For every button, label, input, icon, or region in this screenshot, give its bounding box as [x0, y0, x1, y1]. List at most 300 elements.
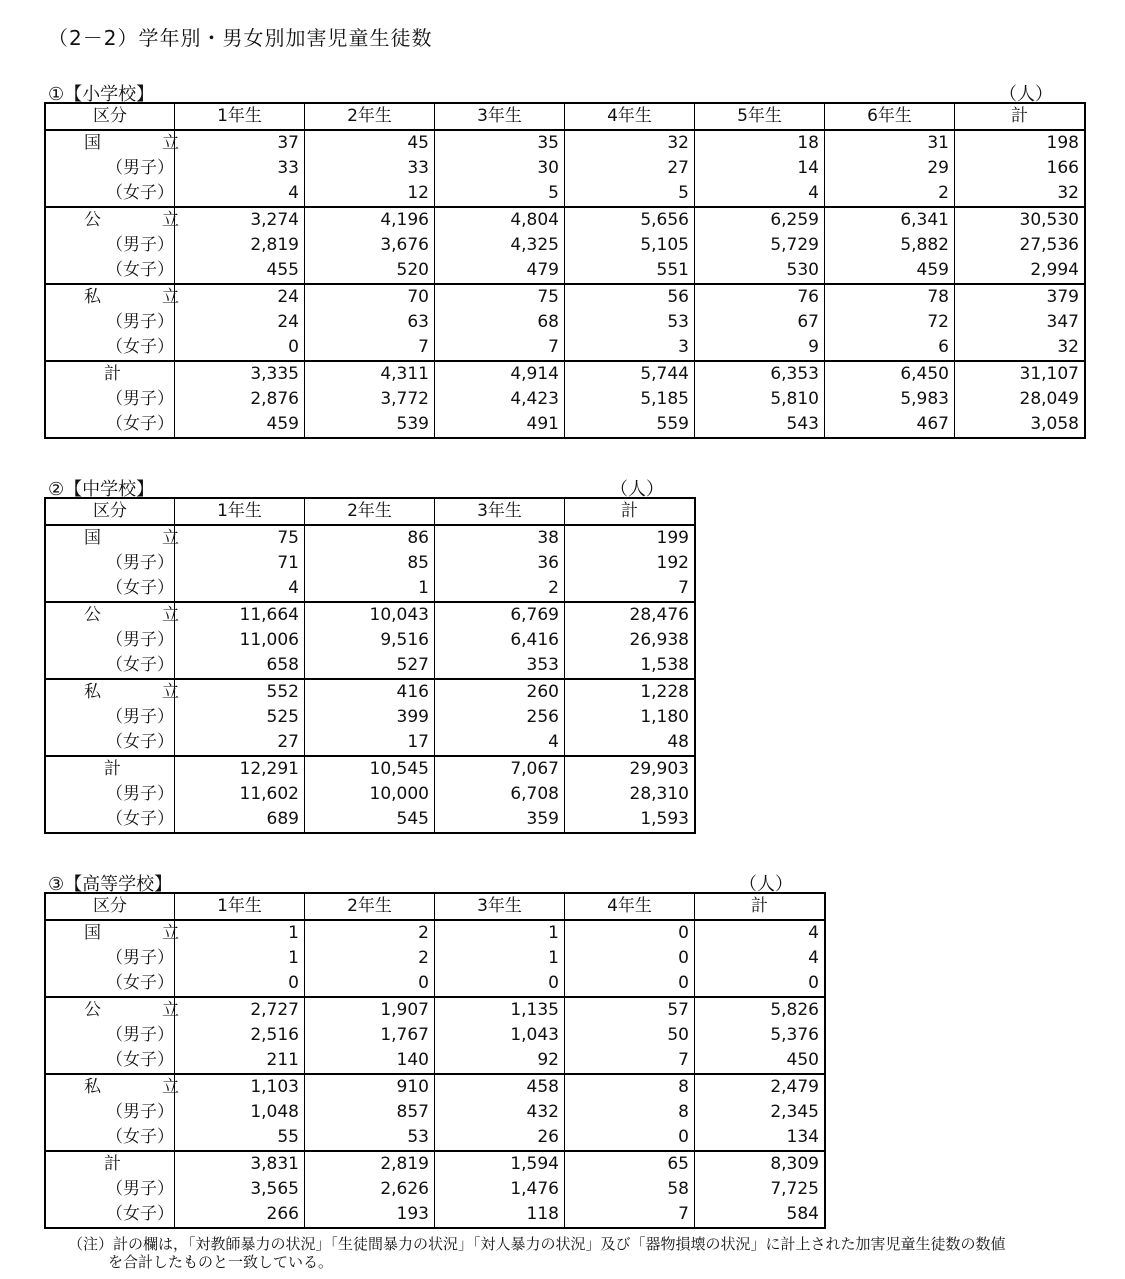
footnote — [68, 1235, 1006, 1271]
column-header: 2年生 — [305, 498, 435, 525]
value-cell: 1,476 — [435, 1177, 565, 1202]
row-label: （男子） — [45, 1177, 175, 1202]
value-cell: 0 — [565, 1125, 695, 1151]
value-cell: 198 — [955, 130, 1086, 156]
value-cell: 4,311 — [305, 361, 435, 387]
value-cell: 1 — [305, 576, 435, 602]
value-cell: 86 — [305, 525, 435, 551]
value-cell: 432 — [435, 1100, 565, 1125]
value-cell: 2,819 — [175, 233, 305, 258]
value-cell: 192 — [565, 551, 696, 576]
value-cell: 53 — [565, 310, 695, 335]
value-cell: 4 — [695, 920, 826, 946]
value-cell: 7 — [565, 576, 696, 602]
elementary-school-section — [44, 80, 1086, 439]
value-cell: 0 — [565, 971, 695, 997]
value-cell: 72 — [825, 310, 955, 335]
value-cell: 5,882 — [825, 233, 955, 258]
subgroup-row — [45, 1177, 825, 1202]
value-cell: 6,416 — [435, 628, 565, 653]
section-title: ③【高等学校】 — [48, 874, 173, 895]
value-cell: 33 — [175, 156, 305, 181]
column-header: 4年生 — [565, 103, 695, 130]
subgroup-row — [45, 782, 695, 807]
value-cell: 260 — [435, 679, 565, 705]
value-cell: 55 — [175, 1125, 305, 1151]
value-cell: 0 — [565, 946, 695, 971]
value-cell: 5,983 — [825, 387, 955, 412]
section-header — [44, 80, 1086, 105]
value-cell: 5,729 — [695, 233, 825, 258]
value-cell: 140 — [305, 1048, 435, 1074]
value-cell: 75 — [175, 525, 305, 551]
value-cell: 35 — [435, 130, 565, 156]
subgroup-row — [45, 1100, 825, 1125]
value-cell: 3,565 — [175, 1177, 305, 1202]
subgroup-row — [45, 653, 695, 679]
value-cell: 4 — [695, 181, 825, 207]
row-label: （女子） — [45, 971, 175, 997]
value-cell: 33 — [305, 156, 435, 181]
subgroup-row — [45, 181, 1085, 207]
value-cell: 9,516 — [305, 628, 435, 653]
value-cell: 2,516 — [175, 1023, 305, 1048]
elementary-school-table — [44, 102, 1086, 439]
value-cell: 31 — [825, 130, 955, 156]
value-cell: 5,376 — [695, 1023, 826, 1048]
row-label: （男子） — [45, 551, 175, 576]
value-cell: 527 — [305, 653, 435, 679]
value-cell: 552 — [175, 679, 305, 705]
row-label: （男子） — [45, 1100, 175, 1125]
value-cell: 2 — [825, 181, 955, 207]
value-cell: 4,804 — [435, 207, 565, 233]
value-cell: 57 — [565, 997, 695, 1023]
value-cell: 0 — [305, 971, 435, 997]
value-cell: 4 — [435, 730, 565, 756]
subgroup-row — [45, 971, 825, 997]
unit-label: （人） — [739, 874, 793, 895]
column-header: 区分 — [45, 893, 175, 920]
row-label: （男子） — [45, 946, 175, 971]
row-label: 国 立 — [45, 920, 175, 946]
value-cell: 38 — [435, 525, 565, 551]
value-cell: 26,938 — [565, 628, 696, 653]
row-label: （女子） — [45, 576, 175, 602]
value-cell: 32 — [955, 335, 1086, 361]
value-cell: 455 — [175, 258, 305, 284]
value-cell: 6,708 — [435, 782, 565, 807]
value-cell: 5,105 — [565, 233, 695, 258]
column-header: 区分 — [45, 103, 175, 130]
unit-label: （人） — [610, 479, 664, 500]
value-cell: 68 — [435, 310, 565, 335]
value-cell: 11,664 — [175, 602, 305, 628]
value-cell: 658 — [175, 653, 305, 679]
value-cell: 48 — [565, 730, 696, 756]
column-header: 区分 — [45, 498, 175, 525]
value-cell: 525 — [175, 705, 305, 730]
value-cell: 559 — [565, 412, 695, 438]
value-cell: 416 — [305, 679, 435, 705]
value-cell: 10,043 — [305, 602, 435, 628]
row-label: （男子） — [45, 233, 175, 258]
value-cell: 2,479 — [695, 1074, 826, 1100]
value-cell: 26 — [435, 1125, 565, 1151]
value-cell: 543 — [695, 412, 825, 438]
value-cell: 166 — [955, 156, 1086, 181]
value-cell: 459 — [175, 412, 305, 438]
value-cell: 4 — [175, 181, 305, 207]
unit-label: （人） — [999, 84, 1053, 105]
row-label: 私 立 — [45, 284, 175, 310]
value-cell: 7 — [305, 335, 435, 361]
column-header: 2年生 — [305, 893, 435, 920]
column-header: 2年生 — [305, 103, 435, 130]
row-label: （女子） — [45, 807, 175, 833]
value-cell: 28,476 — [565, 602, 696, 628]
row-label: 公 立 — [45, 997, 175, 1023]
value-cell: 75 — [435, 284, 565, 310]
section-title: ①【小学校】 — [48, 84, 155, 105]
value-cell: 45 — [305, 130, 435, 156]
value-cell: 4,914 — [435, 361, 565, 387]
value-cell: 118 — [435, 1202, 565, 1228]
value-cell: 7,067 — [435, 756, 565, 782]
value-cell: 27 — [565, 156, 695, 181]
column-header: 1年生 — [175, 893, 305, 920]
column-header: 3年生 — [435, 893, 565, 920]
row-label: （男子） — [45, 1023, 175, 1048]
row-label: （男子） — [45, 705, 175, 730]
value-cell: 76 — [695, 284, 825, 310]
value-cell: 2 — [435, 576, 565, 602]
value-cell: 30 — [435, 156, 565, 181]
value-cell: 584 — [695, 1202, 826, 1228]
row-label: （女子） — [45, 412, 175, 438]
value-cell: 65 — [565, 1151, 695, 1177]
value-cell: 27 — [175, 730, 305, 756]
value-cell: 11,602 — [175, 782, 305, 807]
column-header: 計 — [565, 498, 696, 525]
group-row — [45, 361, 1085, 387]
value-cell: 1,043 — [435, 1023, 565, 1048]
value-cell: 5 — [435, 181, 565, 207]
value-cell: 0 — [695, 971, 826, 997]
value-cell: 134 — [695, 1125, 826, 1151]
subgroup-row — [45, 628, 695, 653]
subgroup-row — [45, 1202, 825, 1228]
value-cell: 491 — [435, 412, 565, 438]
value-cell: 467 — [825, 412, 955, 438]
value-cell: 5,656 — [565, 207, 695, 233]
subgroup-row — [45, 551, 695, 576]
row-label: （女子） — [45, 730, 175, 756]
value-cell: 2 — [305, 946, 435, 971]
value-cell: 6,259 — [695, 207, 825, 233]
value-cell: 3,335 — [175, 361, 305, 387]
value-cell: 530 — [695, 258, 825, 284]
value-cell: 53 — [305, 1125, 435, 1151]
high-school-table — [44, 892, 826, 1229]
value-cell: 1 — [435, 920, 565, 946]
row-label: 公 立 — [45, 207, 175, 233]
value-cell: 3,676 — [305, 233, 435, 258]
group-row — [45, 997, 825, 1023]
value-cell: 7 — [565, 1202, 695, 1228]
value-cell: 8 — [565, 1074, 695, 1100]
value-cell: 36 — [435, 551, 565, 576]
value-cell: 24 — [175, 284, 305, 310]
subgroup-row — [45, 258, 1085, 284]
value-cell: 92 — [435, 1048, 565, 1074]
header-row — [45, 893, 825, 920]
value-cell: 27,536 — [955, 233, 1086, 258]
row-label: （女子） — [45, 335, 175, 361]
column-header: 4年生 — [565, 893, 695, 920]
value-cell: 359 — [435, 807, 565, 833]
value-cell: 5,744 — [565, 361, 695, 387]
value-cell: 4,196 — [305, 207, 435, 233]
group-row — [45, 920, 825, 946]
value-cell: 2,626 — [305, 1177, 435, 1202]
section-header — [44, 870, 826, 895]
page-title: （2－2）学年別・男女別加害児童生徒数 — [48, 26, 433, 50]
value-cell: 5,810 — [695, 387, 825, 412]
row-label: （女子） — [45, 258, 175, 284]
subgroup-row — [45, 156, 1085, 181]
subgroup-row — [45, 1023, 825, 1048]
subgroup-row — [45, 730, 695, 756]
row-label: （女子） — [45, 181, 175, 207]
value-cell: 0 — [435, 971, 565, 997]
value-cell: 29,903 — [565, 756, 696, 782]
value-cell: 10,545 — [305, 756, 435, 782]
value-cell: 5,185 — [565, 387, 695, 412]
row-label: （男子） — [45, 156, 175, 181]
value-cell: 520 — [305, 258, 435, 284]
value-cell: 1,103 — [175, 1074, 305, 1100]
value-cell: 18 — [695, 130, 825, 156]
subgroup-row — [45, 310, 1085, 335]
value-cell: 58 — [565, 1177, 695, 1202]
value-cell: 31,107 — [955, 361, 1086, 387]
value-cell: 1,180 — [565, 705, 696, 730]
value-cell: 0 — [565, 920, 695, 946]
subgroup-row — [45, 387, 1085, 412]
value-cell: 5,826 — [695, 997, 826, 1023]
value-cell: 857 — [305, 1100, 435, 1125]
row-label: 私 立 — [45, 1074, 175, 1100]
value-cell: 3 — [565, 335, 695, 361]
value-cell: 2,994 — [955, 258, 1086, 284]
group-row — [45, 207, 1085, 233]
group-row — [45, 1151, 825, 1177]
column-header: 3年生 — [435, 103, 565, 130]
row-label: 計 — [45, 1151, 175, 1177]
value-cell: 5 — [565, 181, 695, 207]
value-cell: 1,767 — [305, 1023, 435, 1048]
value-cell: 379 — [955, 284, 1086, 310]
value-cell: 1,907 — [305, 997, 435, 1023]
row-label: （男子） — [45, 310, 175, 335]
value-cell: 266 — [175, 1202, 305, 1228]
value-cell: 2,876 — [175, 387, 305, 412]
value-cell: 4 — [695, 946, 826, 971]
value-cell: 63 — [305, 310, 435, 335]
subgroup-row — [45, 807, 695, 833]
value-cell: 6,769 — [435, 602, 565, 628]
value-cell: 50 — [565, 1023, 695, 1048]
value-cell: 689 — [175, 807, 305, 833]
value-cell: 7 — [435, 335, 565, 361]
value-cell: 211 — [175, 1048, 305, 1074]
value-cell: 1 — [435, 946, 565, 971]
value-cell: 0 — [175, 335, 305, 361]
high-school-section — [44, 870, 826, 1229]
subgroup-row — [45, 576, 695, 602]
value-cell: 12,291 — [175, 756, 305, 782]
value-cell: 2,345 — [695, 1100, 826, 1125]
value-cell: 6 — [825, 335, 955, 361]
value-cell: 353 — [435, 653, 565, 679]
row-label: 国 立 — [45, 130, 175, 156]
column-header: 1年生 — [175, 498, 305, 525]
value-cell: 30,530 — [955, 207, 1086, 233]
value-cell: 458 — [435, 1074, 565, 1100]
value-cell: 2,727 — [175, 997, 305, 1023]
value-cell: 3,058 — [955, 412, 1086, 438]
value-cell: 37 — [175, 130, 305, 156]
value-cell: 910 — [305, 1074, 435, 1100]
subgroup-row — [45, 335, 1085, 361]
value-cell: 17 — [305, 730, 435, 756]
value-cell: 10,000 — [305, 782, 435, 807]
value-cell: 67 — [695, 310, 825, 335]
value-cell: 3,831 — [175, 1151, 305, 1177]
value-cell: 256 — [435, 705, 565, 730]
subgroup-row — [45, 233, 1085, 258]
subgroup-row — [45, 946, 825, 971]
value-cell: 2 — [305, 920, 435, 946]
subgroup-row — [45, 412, 1085, 438]
value-cell: 29 — [825, 156, 955, 181]
group-row — [45, 525, 695, 551]
value-cell: 193 — [305, 1202, 435, 1228]
subgroup-row — [45, 1125, 825, 1151]
value-cell: 3,772 — [305, 387, 435, 412]
value-cell: 545 — [305, 807, 435, 833]
value-cell: 3,274 — [175, 207, 305, 233]
value-cell: 1,594 — [435, 1151, 565, 1177]
value-cell: 459 — [825, 258, 955, 284]
header-row — [45, 498, 695, 525]
column-header: 6年生 — [825, 103, 955, 130]
value-cell: 9 — [695, 335, 825, 361]
value-cell: 399 — [305, 705, 435, 730]
header-row — [45, 103, 1085, 130]
group-row — [45, 679, 695, 705]
group-row — [45, 284, 1085, 310]
value-cell: 8 — [565, 1100, 695, 1125]
value-cell: 1 — [175, 946, 305, 971]
value-cell: 78 — [825, 284, 955, 310]
value-cell: 85 — [305, 551, 435, 576]
value-cell: 28,310 — [565, 782, 696, 807]
value-cell: 6,341 — [825, 207, 955, 233]
value-cell: 4,423 — [435, 387, 565, 412]
row-label: （女子） — [45, 653, 175, 679]
value-cell: 347 — [955, 310, 1086, 335]
value-cell: 70 — [305, 284, 435, 310]
row-label: 計 — [45, 756, 175, 782]
row-label: 私 立 — [45, 679, 175, 705]
column-header: 5年生 — [695, 103, 825, 130]
footnote-line-1: （注）計の欄は，「対教師暴力の状況」「生徒間暴力の状況」「対人暴力の状況」及び「器物損壊の状況」に計上された加害児童生徒数の数値 — [68, 1235, 1006, 1253]
row-label: （女子） — [45, 1125, 175, 1151]
junior-high-school-table — [44, 497, 696, 834]
value-cell: 24 — [175, 310, 305, 335]
footnote-line-2: を合計したものと一致している。 — [108, 1253, 334, 1271]
value-cell: 56 — [565, 284, 695, 310]
row-label: （女子） — [45, 1048, 175, 1074]
value-cell: 4 — [175, 576, 305, 602]
value-cell: 4,325 — [435, 233, 565, 258]
value-cell: 1,228 — [565, 679, 696, 705]
value-cell: 551 — [565, 258, 695, 284]
value-cell: 1,048 — [175, 1100, 305, 1125]
row-label: 国 立 — [45, 525, 175, 551]
value-cell: 199 — [565, 525, 696, 551]
value-cell: 450 — [695, 1048, 826, 1074]
row-label: （男子） — [45, 387, 175, 412]
value-cell: 479 — [435, 258, 565, 284]
value-cell: 6,353 — [695, 361, 825, 387]
value-cell: 32 — [565, 130, 695, 156]
column-header: 計 — [695, 893, 826, 920]
value-cell: 32 — [955, 181, 1086, 207]
value-cell: 2,819 — [305, 1151, 435, 1177]
value-cell: 539 — [305, 412, 435, 438]
section-title: ②【中学校】 — [48, 479, 155, 500]
row-label: 公 立 — [45, 602, 175, 628]
row-label: （男子） — [45, 782, 175, 807]
value-cell: 28,049 — [955, 387, 1086, 412]
group-row — [45, 602, 695, 628]
value-cell: 1,538 — [565, 653, 696, 679]
value-cell: 12 — [305, 181, 435, 207]
subgroup-row — [45, 1048, 825, 1074]
value-cell: 1,593 — [565, 807, 696, 833]
value-cell: 71 — [175, 551, 305, 576]
value-cell: 11,006 — [175, 628, 305, 653]
section-header — [44, 475, 696, 500]
group-row — [45, 130, 1085, 156]
row-label: （男子） — [45, 628, 175, 653]
value-cell: 6,450 — [825, 361, 955, 387]
junior-high-school-section — [44, 475, 696, 834]
value-cell: 1,135 — [435, 997, 565, 1023]
value-cell: 7,725 — [695, 1177, 826, 1202]
value-cell: 14 — [695, 156, 825, 181]
value-cell: 7 — [565, 1048, 695, 1074]
row-label: 計 — [45, 361, 175, 387]
value-cell: 0 — [175, 971, 305, 997]
column-header: 計 — [955, 103, 1086, 130]
group-row — [45, 756, 695, 782]
column-header: 3年生 — [435, 498, 565, 525]
group-row — [45, 1074, 825, 1100]
